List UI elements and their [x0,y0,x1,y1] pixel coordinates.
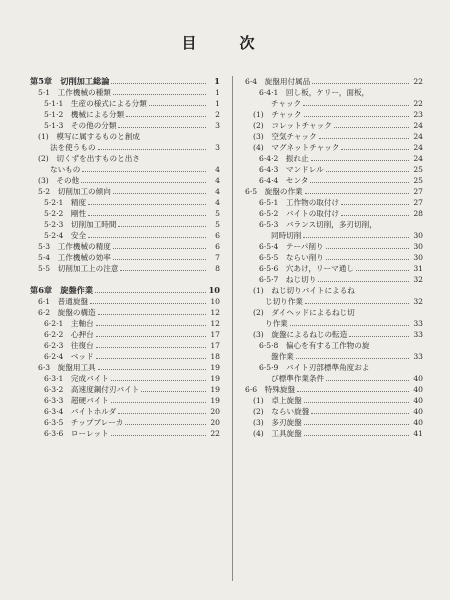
dot-leader [341,149,409,150]
toc-entry [30,219,220,230]
toc-entry [245,340,423,351]
section-gap [30,274,220,285]
toc-page-number: 5 [215,220,220,229]
toc-entry-title: 6·2·1 主軸台 [44,319,94,328]
toc-page-number: 4 [215,176,220,185]
toc-entry [30,175,220,186]
toc-page-number: 30 [413,231,423,240]
toc-entry [245,307,423,318]
toc-page-number: 17 [210,330,220,339]
toc-entry [245,329,423,340]
toc-page-number: 25 [413,176,423,185]
toc-entry-title: (3) 多刃旋盤 [253,418,302,427]
toc-entry [245,175,423,186]
toc-entry-title: 5·1·1 生産の様式による分類 [44,99,147,108]
toc-entry-title: チャック [271,99,302,108]
toc-entry-title: (2) コレットチャック [253,121,332,130]
toc-entry [30,87,220,98]
toc-entry-title: 6·2·4 ベッド [44,352,94,361]
dot-leader [88,215,206,216]
dot-leader [118,226,206,227]
toc-entry [30,109,220,120]
toc-page-number: 24 [413,143,423,152]
dot-leader [290,325,409,326]
dot-leader [98,369,206,370]
dot-leader [125,424,206,425]
toc-page-number: 8 [215,264,220,273]
dot-leader [98,149,206,150]
toc-entry [30,329,220,340]
dot-leader [111,83,206,84]
toc-entry [245,142,423,153]
toc-entry [245,219,423,230]
dot-leader [305,193,409,194]
toc-entry-title: び標準作業条件 [271,374,325,383]
toc-entry-title: ないもの [50,165,81,174]
toc-chapter-entry [30,285,220,296]
toc-entry-title: 5·1·3 その他の分類 [44,121,117,130]
toc-entry [30,197,220,208]
toc-entry [245,406,423,417]
toc-entry [245,274,423,285]
toc-entry [245,362,423,373]
toc-page-number: 24 [413,121,423,130]
toc-entry [30,186,220,197]
toc-entry [245,98,423,109]
toc-entry [245,417,423,428]
toc-entry-title: 6·5·9 バイト刃部標準角度およ [259,363,370,372]
toc-entry [30,373,220,384]
toc-entry-title: 5·2·1 精度 [44,198,87,207]
toc-page-number: 24 [413,154,423,163]
dot-leader [88,204,206,205]
toc-entry-title: り作業 [265,319,288,328]
toc-entry-title: 6·5·3 バランス切削，多刃切削， [259,220,377,229]
toc-column-right [245,76,423,439]
toc-entry-title: 6·3 旋盤用工具 [38,363,96,372]
toc-page-number: 30 [413,253,423,262]
toc-page-number: 40 [413,374,423,383]
toc-entry [30,230,220,241]
toc-entry-title: (2) 切くずを出すものと出さ [38,154,140,163]
toc-page-number: 30 [413,242,423,251]
toc-page-number: 40 [413,396,423,405]
toc-chapter-entry [30,76,220,87]
toc-entry [30,164,220,175]
dot-leader [305,303,409,304]
toc-entry-title: 6·2·3 往復台 [44,341,94,350]
dot-leader [113,193,206,194]
dot-leader [296,358,409,359]
toc-page-number: 6 [215,242,220,251]
dot-leader [341,204,409,205]
toc-entry [30,428,220,439]
toc-page-number: 4 [215,165,220,174]
toc-entry [30,142,220,153]
toc-entry-title: 6·2 旋盤の構造 [38,308,96,317]
toc-entry-title: 6·5·6 穴あけ，リーマ通し [259,264,354,273]
toc-entry [245,263,423,274]
toc-entry-title: 5·2 切削加工の傾向 [38,187,111,196]
toc-page-number: 19 [210,396,220,405]
toc-entry-title: 6·6 特殊旋盤 [245,385,296,394]
toc-entry-title: 6·5·2 バイトの取付け [259,209,340,218]
toc-page-number: 23 [413,110,423,119]
toc-entry [245,373,423,384]
dot-leader [303,105,409,106]
dot-leader [319,138,409,139]
toc-entry [245,296,423,307]
toc-entry-title: 同時切削 [271,231,302,240]
toc-page-number: 1 [215,88,220,97]
toc-page-number: 28 [413,209,423,218]
toc-entry-title: 6·3·4 バイトホルダ [44,407,117,416]
toc-page-number: 12 [210,308,220,317]
toc-entry [30,263,220,274]
dot-leader [326,248,409,249]
toc-entry [30,208,220,219]
toc-entry [30,120,220,131]
toc-entry [30,296,220,307]
toc-entry-title: 6·4·2 振れ止 [259,154,309,163]
dot-leader [118,127,206,128]
toc-entry [245,252,423,263]
dot-leader [120,270,206,271]
toc-entry-title: (1) チャック [253,110,302,119]
toc-page-number: 25 [413,165,423,174]
toc-entry [245,164,423,175]
toc-entry-title: 5·2·4 安全 [44,231,87,240]
toc-entry [245,384,423,395]
toc-page-number: 27 [413,187,423,196]
toc-page-number: 33 [413,330,423,339]
toc-entry [245,87,423,98]
toc-entry-title: 6·1 普通旋盤 [38,297,89,306]
dot-leader [341,215,409,216]
toc-entry-title: 6·3·6 ローレット [44,429,109,438]
toc-entry-title: 6·3·3 超硬バイト [44,396,109,405]
dot-leader [88,237,206,238]
toc-page-number: 4 [215,187,220,196]
toc-entry-title: 第6章 旋盤作業 [30,285,94,295]
toc-entry [30,241,220,252]
page-title: 目 次 [181,34,269,52]
toc-entry-title: 6·3·1 完成バイト [44,374,109,383]
toc-entry-title: 法を使うもの [50,143,96,152]
toc-entry [245,318,423,329]
dot-leader [111,402,206,403]
toc-entry-title: 6·4·1 回し板，ケリー，面板， [259,88,370,97]
toc-entry [30,318,220,329]
toc-page-number: 24 [413,132,423,141]
toc-page-number: 40 [413,385,423,394]
dot-leader [95,292,206,293]
toc-entry [30,384,220,395]
toc-page-number: 33 [413,319,423,328]
toc-entry [245,230,423,241]
dot-leader [326,259,409,260]
toc-entry-title: 6·5·5 ならい削り [259,253,324,262]
toc-page-number: 20 [210,407,220,416]
toc-entry [30,351,220,362]
toc-entry-title: 6·3·5 チップブレーカ [44,418,124,427]
toc-entry [245,109,423,120]
toc-page-number: 33 [413,352,423,361]
toc-entry [245,153,423,164]
dot-leader [96,336,206,337]
dot-leader [118,413,206,414]
toc-entry-title: 6·5·8 偏心を有する工作物の旋 [259,341,370,350]
toc-entry [245,241,423,252]
toc-page-number: 17 [210,341,220,350]
toc-entry [245,428,423,439]
toc-entry-title: 5·2·2 剛性 [44,209,87,218]
dot-leader [111,435,206,436]
dot-leader [326,171,409,172]
toc-page-number: 3 [215,143,220,152]
toc-page-number: 2 [215,110,220,119]
toc-page-number: 19 [210,363,220,372]
toc-entry [30,153,220,164]
toc-page-number: 22 [210,429,220,438]
dot-leader [111,380,206,381]
toc-page-number: 32 [413,297,423,306]
dot-leader [82,171,206,172]
toc-entry [245,131,423,142]
toc-page-number: 19 [210,374,220,383]
toc-page-number: 18 [210,352,220,361]
toc-entry [30,395,220,406]
toc-entry [245,395,423,406]
toc-entry-title: (1) 卓上旋盤 [253,396,302,405]
dot-leader [311,160,409,161]
dot-leader [310,182,409,183]
toc-page-number: 3 [215,121,220,130]
dot-leader [326,380,409,381]
toc-page-number: 40 [413,407,423,416]
toc-entry-title: 5·1·2 機械による分類 [44,110,125,119]
dot-leader [334,127,409,128]
toc-entry [30,417,220,428]
toc-page-number: 5 [215,209,220,218]
dot-leader [349,336,409,337]
toc-entry-title: 6·3·2 高速度鋼付刃バイト [44,385,140,394]
toc-page-number: 27 [413,198,423,207]
toc-page-number: 7 [215,253,220,262]
toc-entry-title: じ切り作業 [265,297,303,306]
toc-page-number: 31 [413,264,423,273]
toc-entry-title: (4) 工具旋盤 [253,429,302,438]
dot-leader [304,116,410,117]
dot-leader [311,413,409,414]
dot-leader [312,83,409,84]
dot-leader [304,402,409,403]
toc-entry [245,120,423,131]
toc-entry-title: 6·5·1 工作物の取付け [259,198,340,207]
toc-page-number: 19 [210,385,220,394]
toc-entry [30,362,220,373]
toc-page-number: 6 [215,231,220,240]
toc-entry [30,98,220,109]
toc-entry [30,252,220,263]
toc-entry [30,340,220,351]
dot-leader [356,270,409,271]
dot-leader [90,303,206,304]
toc-entry-title: 6·2·2 心押台 [44,330,94,339]
dot-leader [96,325,206,326]
toc-entry [30,131,220,142]
toc-page-number: 4 [215,198,220,207]
dot-leader [297,391,409,392]
toc-entry [30,307,220,318]
toc-page-number: 40 [413,418,423,427]
toc-page-number: 1 [215,99,220,108]
toc-column-left [30,76,220,439]
toc-entry-title: 6·5 旋盤の作業 [245,187,303,196]
dot-leader [96,358,206,359]
toc-entry-title: (1) ねじ切りバイトによるね [253,286,355,295]
column-divider [232,76,233,581]
toc-entry-title: (2) ならい旋盤 [253,407,310,416]
toc-entry [245,208,423,219]
toc-page-number: 32 [413,275,423,284]
toc-entry [245,351,423,362]
toc-page-number: 1 [214,76,220,86]
toc-page-number: 41 [413,429,423,438]
toc-entry-title: 5·1 工作機械の種類 [38,88,111,97]
toc-entry-title: 盤作業 [271,352,294,361]
toc-page-number: 20 [210,418,220,427]
dot-leader [96,347,206,348]
dot-leader [149,105,206,106]
toc-page-number: 22 [413,99,423,108]
toc-page-number: 22 [413,77,423,86]
toc-entry-title: 6·4·3 マンドレル [259,165,324,174]
dot-leader [113,259,206,260]
toc-entry-title: (2) ダイヘッドによるねじ切 [253,308,355,317]
toc-page-number: 10 [210,297,220,306]
toc-entry-title: 6·5·7 ねじ切り [259,275,317,284]
dot-leader [126,116,206,117]
toc-entry-title: 第5章 切削加工総論 [30,76,110,86]
dot-leader [141,391,206,392]
toc-entry-title: 5·4 工作機械の効率 [38,253,111,262]
toc-entry-title: 6·5·4 テーパ削り [259,242,324,251]
toc-entry-title: 5·3 工作機械の精度 [38,242,111,251]
dot-leader [81,182,206,183]
toc-entry-title: 5·5 切削加工上の注意 [38,264,119,273]
toc-entry [245,285,423,296]
dot-leader [304,435,409,436]
dot-leader [98,314,206,315]
toc-entry-title: (3) 旋盤によるねじの転造 [253,330,348,339]
toc-entry-title: (3) その他 [38,176,80,185]
toc-entry-title: 6·4 旋盤用付属品 [245,77,311,86]
toc-entry [245,186,423,197]
toc-entry-title: (4) マグネットチャック [253,143,340,152]
toc-entry [245,76,423,87]
dot-leader [318,281,409,282]
dot-leader [303,237,409,238]
dot-leader [113,248,206,249]
toc-entry [245,197,423,208]
toc-entry-title: 5·2·3 切削加工時間 [44,220,117,229]
toc-entry [30,406,220,417]
dot-leader [113,94,206,95]
toc-entry-title: 6·4·4 センタ [259,176,309,185]
toc-page-number: 10 [208,285,220,295]
toc-page-number: 12 [210,319,220,328]
toc-entry-title: (1) 模写に属するものと創成 [38,132,140,141]
dot-leader [304,424,409,425]
toc-entry-title: (3) 空気チャック [253,132,317,141]
